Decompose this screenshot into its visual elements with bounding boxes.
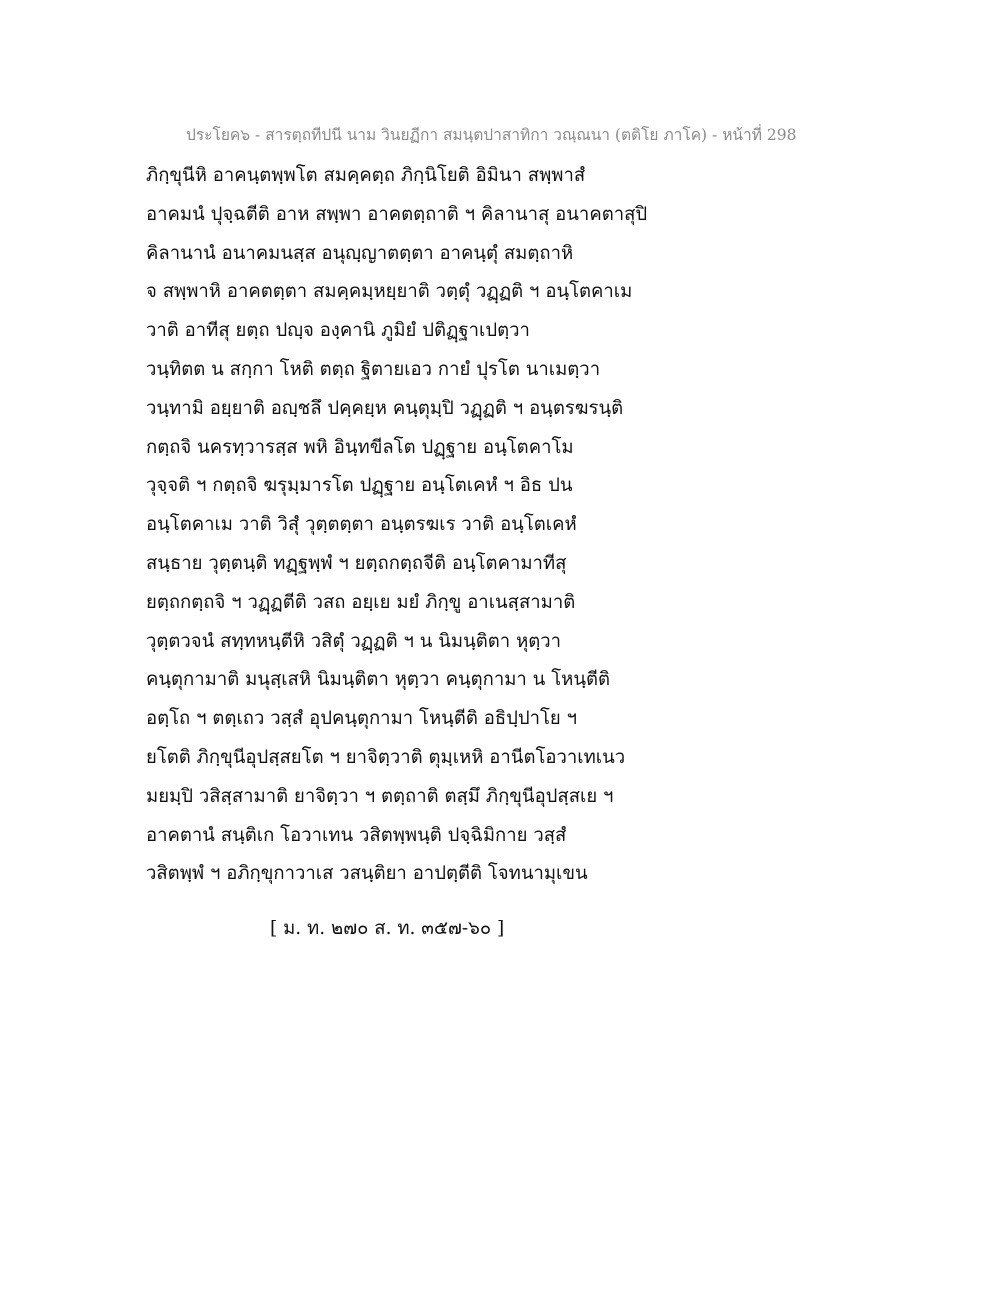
text-line: อาคมนํ ปุจฺฉตีติ อาห สพฺพา อาคตตฺถาติ ฯ คิลานาสุ อนาคตาสุปิ [146,203,648,225]
text-line: วสิตพฺพํ ฯ อภิกฺขุกาวาเส วสนฺติยา อาปตฺตีติ โจทนามุเขน [146,863,588,885]
text-line: ยโตติ ภิกฺขุนีอุปสฺสยโต ฯ ยาจิตฺวาติ ตุมฺเหหิ อานีตโอวาเทเนว [146,746,626,768]
text-line: จ สพฺพาหิ อาคตตฺตา สมคฺคมฺหยฺยาติ วตฺตุํ วฏฺฏติ ฯ อนฺโตคาเม [146,281,633,303]
text-line: ยตฺถกตฺถจิ ฯ วฏฺฏตีติ วสถ อยฺเย มยํ ภิกฺขู อาเนสฺสามาติ [146,591,576,613]
text-line: วุจฺจติ ฯ กตฺถจิ ฆรุมฺมารโต ปฏฺฐาย อนฺโตเคหํ ฯ อิธ ปน [146,475,573,497]
text-line: คนฺตุกามาติ มนุสฺเสหิ นิมนฺติตา หุตฺวา คนฺตุกามา น โหนฺตีติ [146,669,610,691]
page-header: ประโยค๖ - สารตฺถทีปนี นาม วินยฏีกา สมนฺตปาสาทิกา วณฺณนา (ตติโย ภาโค) - หน้าที่ 298 [186,126,797,144]
text-line: กตฺถจิ นครทฺวารสฺส พหิ อินฺทขีลโต ปฏฺฐาย อนฺโตคาโม [146,436,574,458]
text-line: อาคตานํ สนฺติเก โอวาเทน วสิตพฺพนฺติ ปจฺฉิมิกาย วสฺสํ [146,824,567,846]
text-line: วนฺทามิ อยฺยาติ อญฺชลึ ปคฺคยฺห คนฺตุมฺปิ วฏฺฏติ ฯ อนฺตรฆรนฺติ [146,397,624,419]
text-line: สนฺธาย วุตฺตนฺติ ทฏฺฐพฺพํ ฯ ยตฺถกตฺถจีติ อนฺโตคามาทีสุ [146,552,567,574]
text-line: อตฺโถ ฯ ตตฺเถว วสฺสํ อุปคนฺตุกามา โหนฺตีติ อธิปฺปาโย ฯ [146,708,578,730]
text-line: ภิกฺขุนีหิ อาคนฺตพฺพโต สมคฺคตฺถ ภิกฺนิโยติ อิมินา สพฺพาสํ [146,165,586,186]
body-text [146,157,706,894]
source-reference: [ ม. ท. ๒๗๐ ส. ท. ๓๕๗-๖๐ ] [270,918,505,939]
text-line: อนฺโตคาเม วาติ วิสุํ วุตฺตตฺตา อนฺตรฆเร วาติ อนฺโตเคหํ [146,514,577,536]
text-line: วนฺทิตต น สกฺกา โหติ ตตฺถ ฐิตายเอว กายํ ปุรโต นาเมตฺวา [146,358,601,380]
text-line: วุตฺตวจนํ สทฺทหนฺตีหิ วสิตุํ วฏฺฏติ ฯ น นิมนฺติตา หุตฺวา [146,630,562,652]
text-line: คิลานานํ อนาคมนสฺส อนุญฺญาตตฺตา อาคนฺตุํ สมตฺถาหิ [146,242,574,264]
text-line: มยมฺปิ วสิสฺสามาติ ยาจิตฺวา ฯ ตตฺถาติ ตสฺมึ ภิกฺขุนีอุปสฺสเย ฯ [146,785,614,807]
text-line: วาติ อาทีสุ ยตฺถ ปญฺจ องฺคานิ ภูมิยํ ปติฏฺฐาเปตฺวา [146,320,530,342]
